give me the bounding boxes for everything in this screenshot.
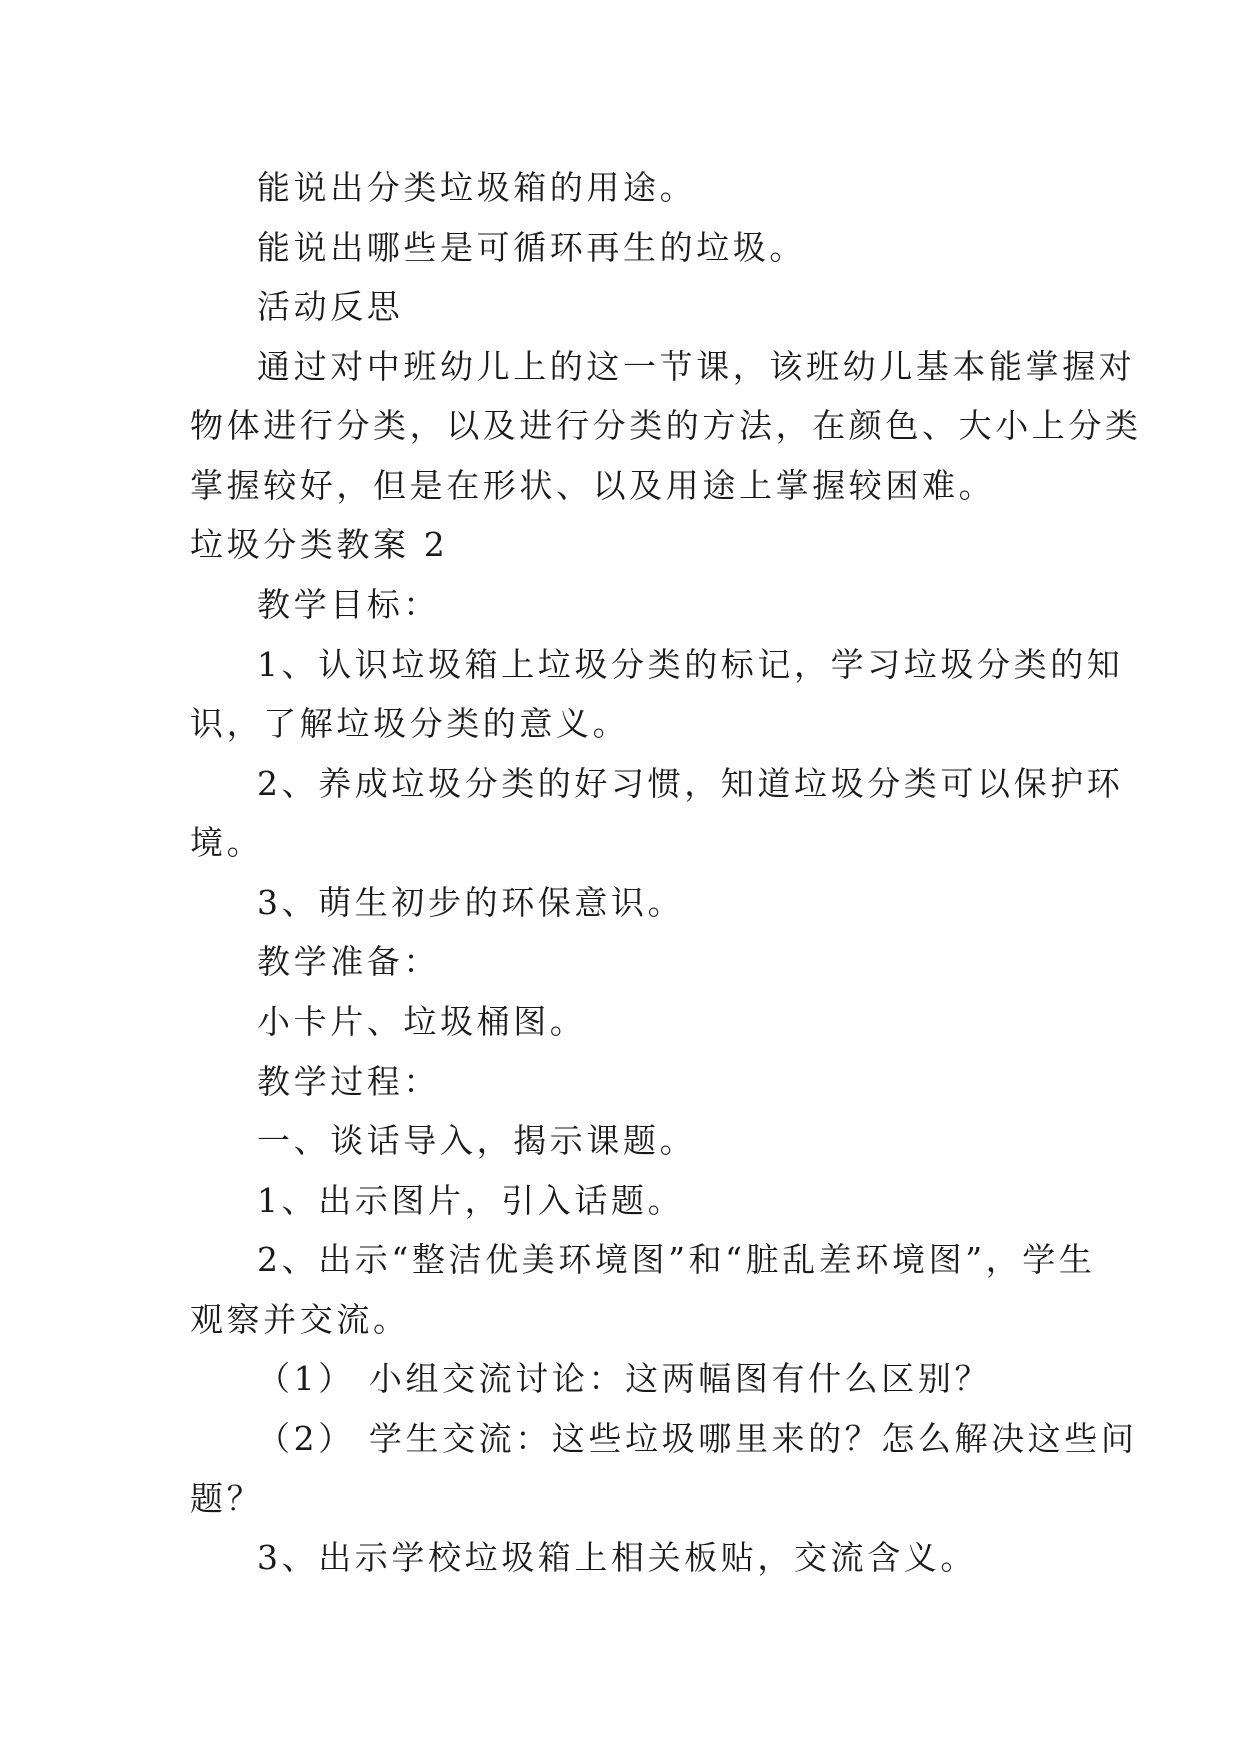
section-heading: 活动反思 (257, 287, 404, 326)
paragraph-line: 小卡片、垃圾桶图。 (257, 1002, 587, 1041)
paragraph-line: 1、出示图片，引入话题。 (257, 1181, 685, 1220)
paragraph-line: 1、认识垃圾箱上垃圾分类的标记，学习垃圾分类的知 (257, 645, 1124, 684)
paragraph-line: 2、养成垃圾分类的好习惯，知道垃圾分类可以保护环 (257, 764, 1124, 803)
paragraph-line: 掌握较好，但是在形状、以及用途上掌握较困难。 (190, 466, 996, 505)
paragraph-line: 能说出分类垃圾箱的用途。 (257, 168, 697, 207)
paragraph-line: 物体进行分类，以及进行分类的方法，在颜色、大小上分类 (190, 406, 1142, 445)
section-heading: 教学准备： (257, 942, 440, 981)
section-heading: 教学过程： (257, 1062, 440, 1101)
paragraph-line: （2） 学生交流：这些垃圾哪里来的？怎么解决这些问 (257, 1419, 1138, 1458)
paragraph-line: 识，了解垃圾分类的意义。 (190, 704, 630, 743)
paragraph-line: 能说出哪些是可循环再生的垃圾。 (257, 228, 806, 267)
paragraph-line: 境。 (190, 823, 264, 862)
section-heading: 教学目标： (257, 585, 440, 624)
paragraph-line: 题？ (190, 1479, 264, 1518)
paragraph-line: 一、谈话导入，揭示课题。 (257, 1121, 697, 1160)
paragraph-line: 2、出示“整洁优美环境图”和“脏乱差环境图”，学生 (257, 1240, 1096, 1279)
paragraph-line: 3、萌生初步的环保意识。 (257, 883, 685, 922)
paragraph-line: （1） 小组交流讨论：这两幅图有什么区别？ (257, 1359, 992, 1398)
document-title: 垃圾分类教案 2 (190, 525, 449, 564)
paragraph-line: 观察并交流。 (190, 1300, 410, 1339)
paragraph-line: 通过对中班幼儿上的这一节课，该班幼儿基本能掌握对 (257, 347, 1136, 386)
paragraph-line: 3、出示学校垃圾箱上相关板贴，交流含义。 (257, 1538, 977, 1577)
